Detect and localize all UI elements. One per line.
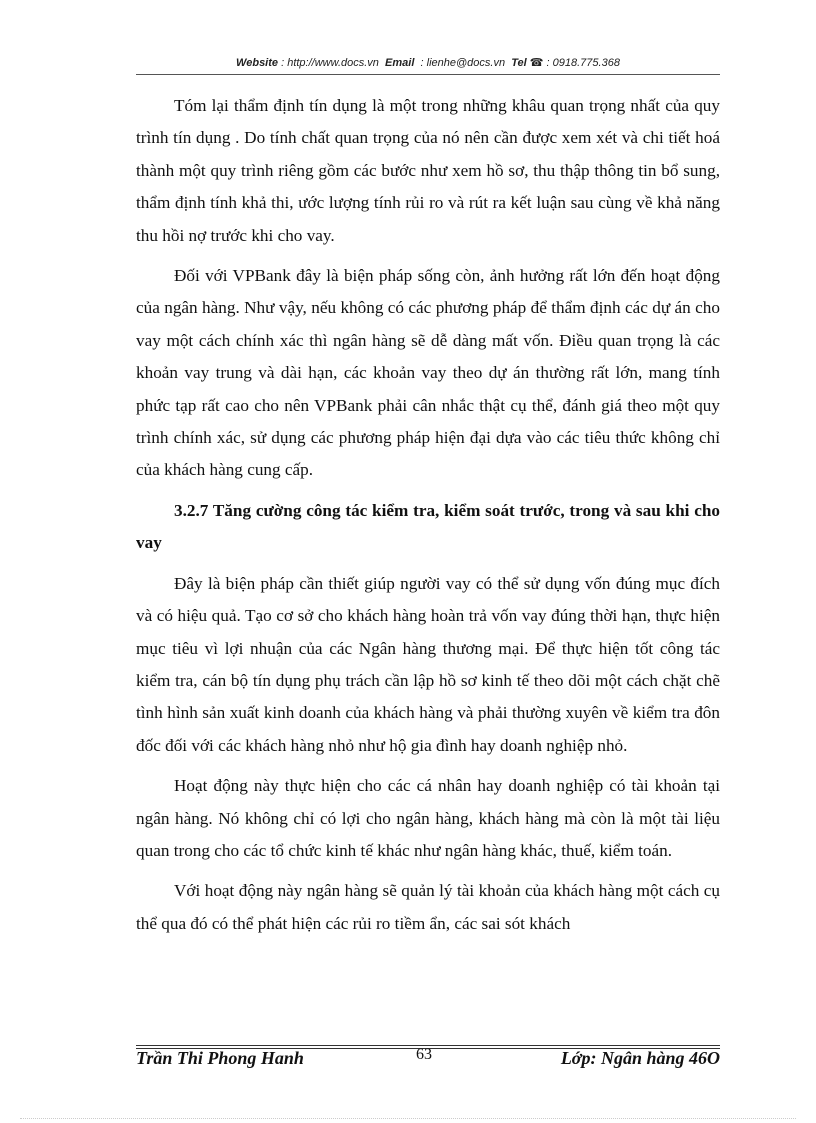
paragraph-5: Với hoạt động này ngân hàng sẽ quản lý tài khoản của khách hàng một cách cụ thể qua đó có thể phát hiện các rủi ro tiềm ẩn, các sai sót khách [136,881,720,933]
footer-class: Lớp: Ngân hàng 46O [560,1048,720,1068]
tel-value: : 0918.775.368 [546,57,620,69]
website-label: Website [236,57,279,69]
tel-label: Tel [511,57,527,69]
paragraph-4: Hoạt động này thực hiện cho các cá nhân hay doanh nghiệp có tài khoản tại ngân hàng. Nó không chỉ có lợi cho ngân hàng, khách hàng mà còn là một tài liệu quan trong cho các tổ chức kinh tế khác như ngân hàng khác, thuế, kiểm toán. [136,776,720,860]
footer-author: Trần Thi Phong Hanh [136,1048,304,1068]
email-label: Email [385,57,415,69]
page-number: 63 [416,1046,432,1063]
website-value[interactable]: : http://www.docs.vn [281,57,379,69]
email-value[interactable]: : lienhe@docs.vn [420,57,506,69]
paragraph-1: Tóm lại thẩm định tín dụng là một trong những khâu quan trọng nhất của quy trình tín dụng . Do tính chất quan trọng của nó nên cần được xem xét và chi tiết hoá thành một quy trình riêng gồm các bước như xem hồ sơ, thu thập thông tin bổ sung, thẩm định tính khả thi, ước lượng tính rủi ro và rút ra kết luận sau cùng về khả năng thu hồi nợ trước khi cho vay. [136,96,720,245]
document-body [136,90,720,948]
phone-icon: ☎ [529,57,544,69]
paragraph-2: Đối với VPBank đây là biện pháp sống còn, ảnh hưởng rất lớn đến hoạt động của ngân hàng. Như vậy, nếu không có các phương pháp để thẩm định các dự án cho vay một cách chính xác thì ngân hàng sẽ dễ dàng mất vốn. Điều quan trọng là các khoản vay trung và dài hạn, các khoản vay theo dự án thường rất lớn, mang tính phức tạp rất cao cho nên VPBank phải cân nhắc thật cụ thể, đánh giá theo một quy trình chính xác, sử dụng các phương pháp hiện đại dựa vào các tiêu thức không chỉ của khách hàng cung cấp. [136,266,720,480]
section-heading: 3.2.7 Tăng cường công tác kiểm tra, kiểm soát trước, trong và sau khi cho vay [136,500,720,553]
page-header [136,56,720,69]
paragraph-3: Đây là biện pháp cần thiết giúp người vay có thể sử dụng vốn đúng mục đích và có hiệu quả. Tạo cơ sở cho khách hàng hoàn trả vốn vay đúng thời hạn, thực hiện mục tiêu vì lợi nhuận của các Ngân hàng thương mại. Để thực hiện tốt công tác kiểm tra, cán bộ tín dụng phụ trách cần lập hồ sơ kinh tế theo dõi một cách chặt chẽ tình hình sản xuất kinh doanh của khách hàng và phải thường xuyên về kiểm tra đôn đốc đối với các khách hàng nhỏ như hộ gia đình hay doanh nghiệp nhỏ. [136,573,720,755]
header-divider [136,74,720,75]
page-bottom-border [20,1118,796,1119]
